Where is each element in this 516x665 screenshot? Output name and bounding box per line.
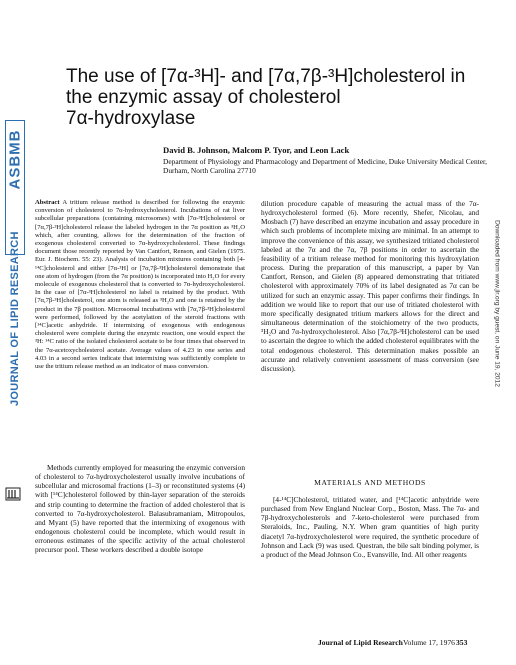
abstract — [35, 199, 245, 371]
page-number: 353 — [456, 638, 468, 647]
download-note: Downloaded from www.jlr.org by guest, on June 19, 2012 — [493, 220, 501, 387]
section-heading-methods: MATERIALS AND METHODS — [314, 478, 426, 487]
publisher-logo-text: ASBMB — [6, 129, 24, 190]
journal-name-vertical: JOURNAL OF LIPID RESEARCH — [9, 231, 21, 406]
title-line-2: the enzymic assay of cholesterol — [66, 87, 341, 108]
methods-paragraph: [4-¹⁴C]Cholesterol, tritiated water, and [¹⁴C]acetic anhydride were purchased from New England Nuclear Corp., Boston, Mass. The 7α- and 7β-hydroxycholesterols and 7-keto-cholesterol were purchased from Steraloids, Inc., Pauling, N.Y. When gram quantities of high purity diacetyl 7α-hydroxycholesterol were required, the synthetic procedure of Johnson and Lack (9) was used. Questran, the bile salt binding polymer, is a product of the Mead Johnson Co., Evansville, Ind. All other reagents — [261, 495, 479, 559]
introduction-paragraph: Methods currently employed for measuring the enzymic conversion of cholesterol to 7α-hydroxycholesterol usually involve incubations of subcellular and microsomal fractions (1–3) or reconstituted systems (4) with [¹⁴C]cholesterol followed by thin-layer separation of the steroids and strip counting to determine the fraction of added cholesterol that is converted to 7α-hydroxycholesterol. Balasubramaniam, Mitropoulos, and Myant (5) have reported that the intermixing of exogenous with endogenous cholesterol could be incomplete, which would result in erroneous estimates of the specific activity of the actual cholesterol precursor pool. These workers described a double isotope — [35, 463, 245, 555]
abstract-text: A tritium release method is described for following the enzymic conversion of cholesterol to 7α-hydroxycholesterol. Incubations of rat liver subcellular preparations (containing microsomes) with [7α-³H]cholesterol or [7α,7β-³H]cholesterol release the labeled hydrogen in the 7α position as ³H₂O which, after counting, allows for the determination of the fraction of exogenous cholesterol converted to 7α-hydroxycholesterol. These findings document those recently reported by Van Cantfort, Renson, and Gielen (1975. Eur. J. Biochem. 55: 23). Analysis of incubation mixtures containing both [4-¹⁴C]cholesterol and either [7α-³H] or [7α,7β-³H]cholesterol demonstrate that one atom of hydrogen (from the 7α position) is incorporated into H₂O for every molecule of exogenous cholesterol that is converted to 7α-hydroxycholesterol. In the case of [7α-³H]cholesterol no label is retained by the product. With [7α,7β-³H]cholesterol, one atom is released as ³H₂O and one is retained by the product in the 7β position. Microsomal incubations with [7α,7β-³H]cholesterol were performed, followed by the acetylation of the steroid fractions with [¹⁴C]acetic anhydride. If intermixing of exogenous with endogenous cholesterol were complete during the enzymic reaction, one would expect the ³H: ¹⁴C ratio of the isolated cholesterol acetate to be four times that observed in the 7α-acetoxycholesterol acetate. Average values of 4.23 in one series and 4.03 in a second series indicate that intermixing was sufficiently complete to use the tritium release method as an indicator of mass conversion. — [35, 199, 245, 371]
title-line-1: The use of [7α-³H]- and [7α,7β-³H]cholesterol in — [66, 66, 466, 87]
affiliation: Department of Physiology and Pharmacology and Department of Medicine, Duke University Medical Center, Durham, North Carolina 27710 — [163, 157, 487, 175]
footer-journal: Journal of Lipid Research — [318, 638, 403, 647]
right-column-paragraph: dilution procedure capable of measuring the actual mass of the 7α-hydroxycholesterol formed (6). More recently, Shefer, Nicolau, and Mosbach (7) have described an enzyme incubation and assay procedure in which such problems of incomplete mixing are minimal. In an attempt to improve the convenience of this assay, we synthesized tritiated cholesterol labeled at the 7α and the 7α, 7β positions in order to ascertain the feasibility of a tritium release method for monitoring this hydroxylation process. During the preparation of this manuscript, a paper by Van Cantfort, Renson, and Gielen (8) appeared demonstrating that tritiated cholesterol with approximately 70% of its label designated as 7α can be utilized for such an enzymic assay. This paper confirms their findings. In addition we would like to report that our use of tritiated cholesterol with more specifically designated tritium markers allows for the direct and simultaneous determination of the stoichiometry of the two products, ³H₂O and 7α-hydroxycholesterol. Also [7α,7β-³H]cholesterol can be used to ascertain the degree to which the added cholesterol equilibrates with the total endogenous cholesterol. This determination makes possible an accurate and relatively convenient assessment of mass conversion (see discussion). — [261, 199, 479, 373]
article-title — [66, 66, 486, 129]
abstract-label: Abstract — [35, 199, 60, 206]
authors: David B. Johnson, Malcom P. Tyor, and Leon Lack — [163, 145, 350, 155]
journal-emblem-icon — [5, 487, 21, 501]
footer-volume: Volume 17, 1976 — [403, 638, 455, 647]
title-line-3: 7α-hydroxylase — [66, 108, 196, 129]
